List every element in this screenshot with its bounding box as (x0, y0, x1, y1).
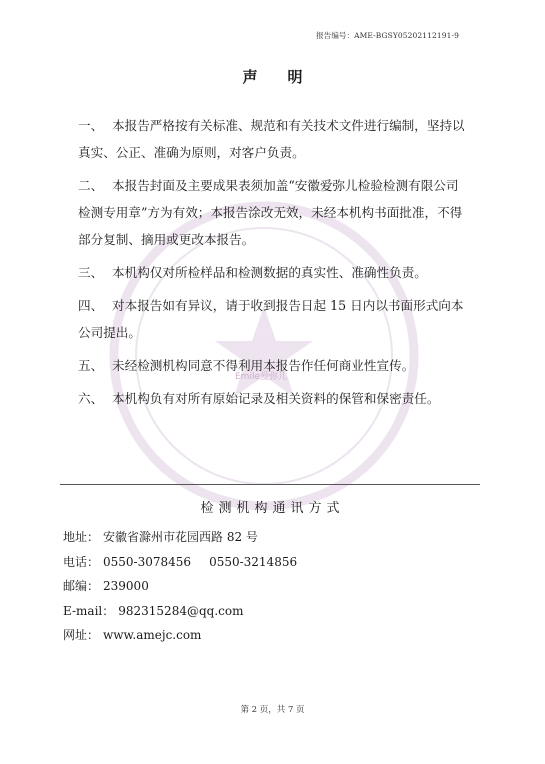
clause-number: 六、 (78, 391, 104, 406)
section-divider (60, 484, 480, 485)
contact-title: 检测机构通讯方式 (200, 501, 345, 516)
clause-text: 本报告封面及主要成果表须加盖“安徽爱弥儿检验检测有限公司检测专用章”方为有效；本报告涂改无效，未经本机构书面批准，不得部分复制、摘用或更改本报告。 (78, 178, 463, 247)
clause-number: 一、 (78, 118, 104, 133)
clause-text: 未经检测机构同意不得利用本报告作任何商业性宣传。 (112, 358, 415, 373)
phone-value-2: 0550-3214856 (209, 554, 298, 569)
website-label: 网址： (63, 628, 100, 642)
report-number: 报告编号：AME-BGSY05202112191-9 (316, 31, 459, 40)
clause-4 (78, 292, 470, 346)
clause-6 (78, 385, 470, 412)
clause-2 (78, 172, 470, 253)
email-value: 982315284@qq.com (118, 603, 244, 618)
contact-info (63, 525, 297, 648)
email-label: E-mail： (63, 603, 115, 618)
clause-number: 三、 (78, 265, 104, 280)
clause-text: 本机构负有对所有原始记录及相关资料的保管和保密责任。 (112, 391, 440, 406)
clause-number: 四、 (78, 298, 104, 313)
phone-row (63, 550, 297, 575)
clause-1 (78, 112, 470, 166)
watermark-text: Emile爱弥儿 (235, 372, 287, 382)
postcode-value: 239000 (103, 579, 149, 593)
clause-text: 对本报告如有异议，请于收到报告日起 15 日内以书面形式向本公司提出。 (78, 298, 464, 340)
email-row (63, 599, 297, 624)
address-value: 安徽省滁州市花园西路 82 号 (103, 530, 258, 544)
address-label: 地址： (63, 530, 100, 544)
postcode-label: 邮编： (63, 579, 100, 593)
clause-number: 二、 (78, 178, 104, 193)
clause-number: 五、 (78, 358, 104, 373)
website-value: www.amejc.com (103, 628, 202, 642)
page-number: 第 2 页，共 7 页 (240, 705, 305, 715)
postcode-row (63, 574, 297, 599)
address-row (63, 525, 297, 550)
clause-text: 本机构仅对所检样品和检测数据的真实性、准确性负责。 (112, 265, 427, 280)
website-row (63, 623, 297, 648)
phone-value-1: 0550-3078456 (103, 554, 192, 569)
clause-3 (78, 259, 470, 286)
clause-text: 本报告严格按有关标准、规范和有关技术文件进行编制，坚持以真实、公正、准确为原则，对客户负责。 (78, 118, 465, 160)
phone-label: 电话： (63, 554, 100, 569)
page-title: 声明 (242, 68, 333, 86)
